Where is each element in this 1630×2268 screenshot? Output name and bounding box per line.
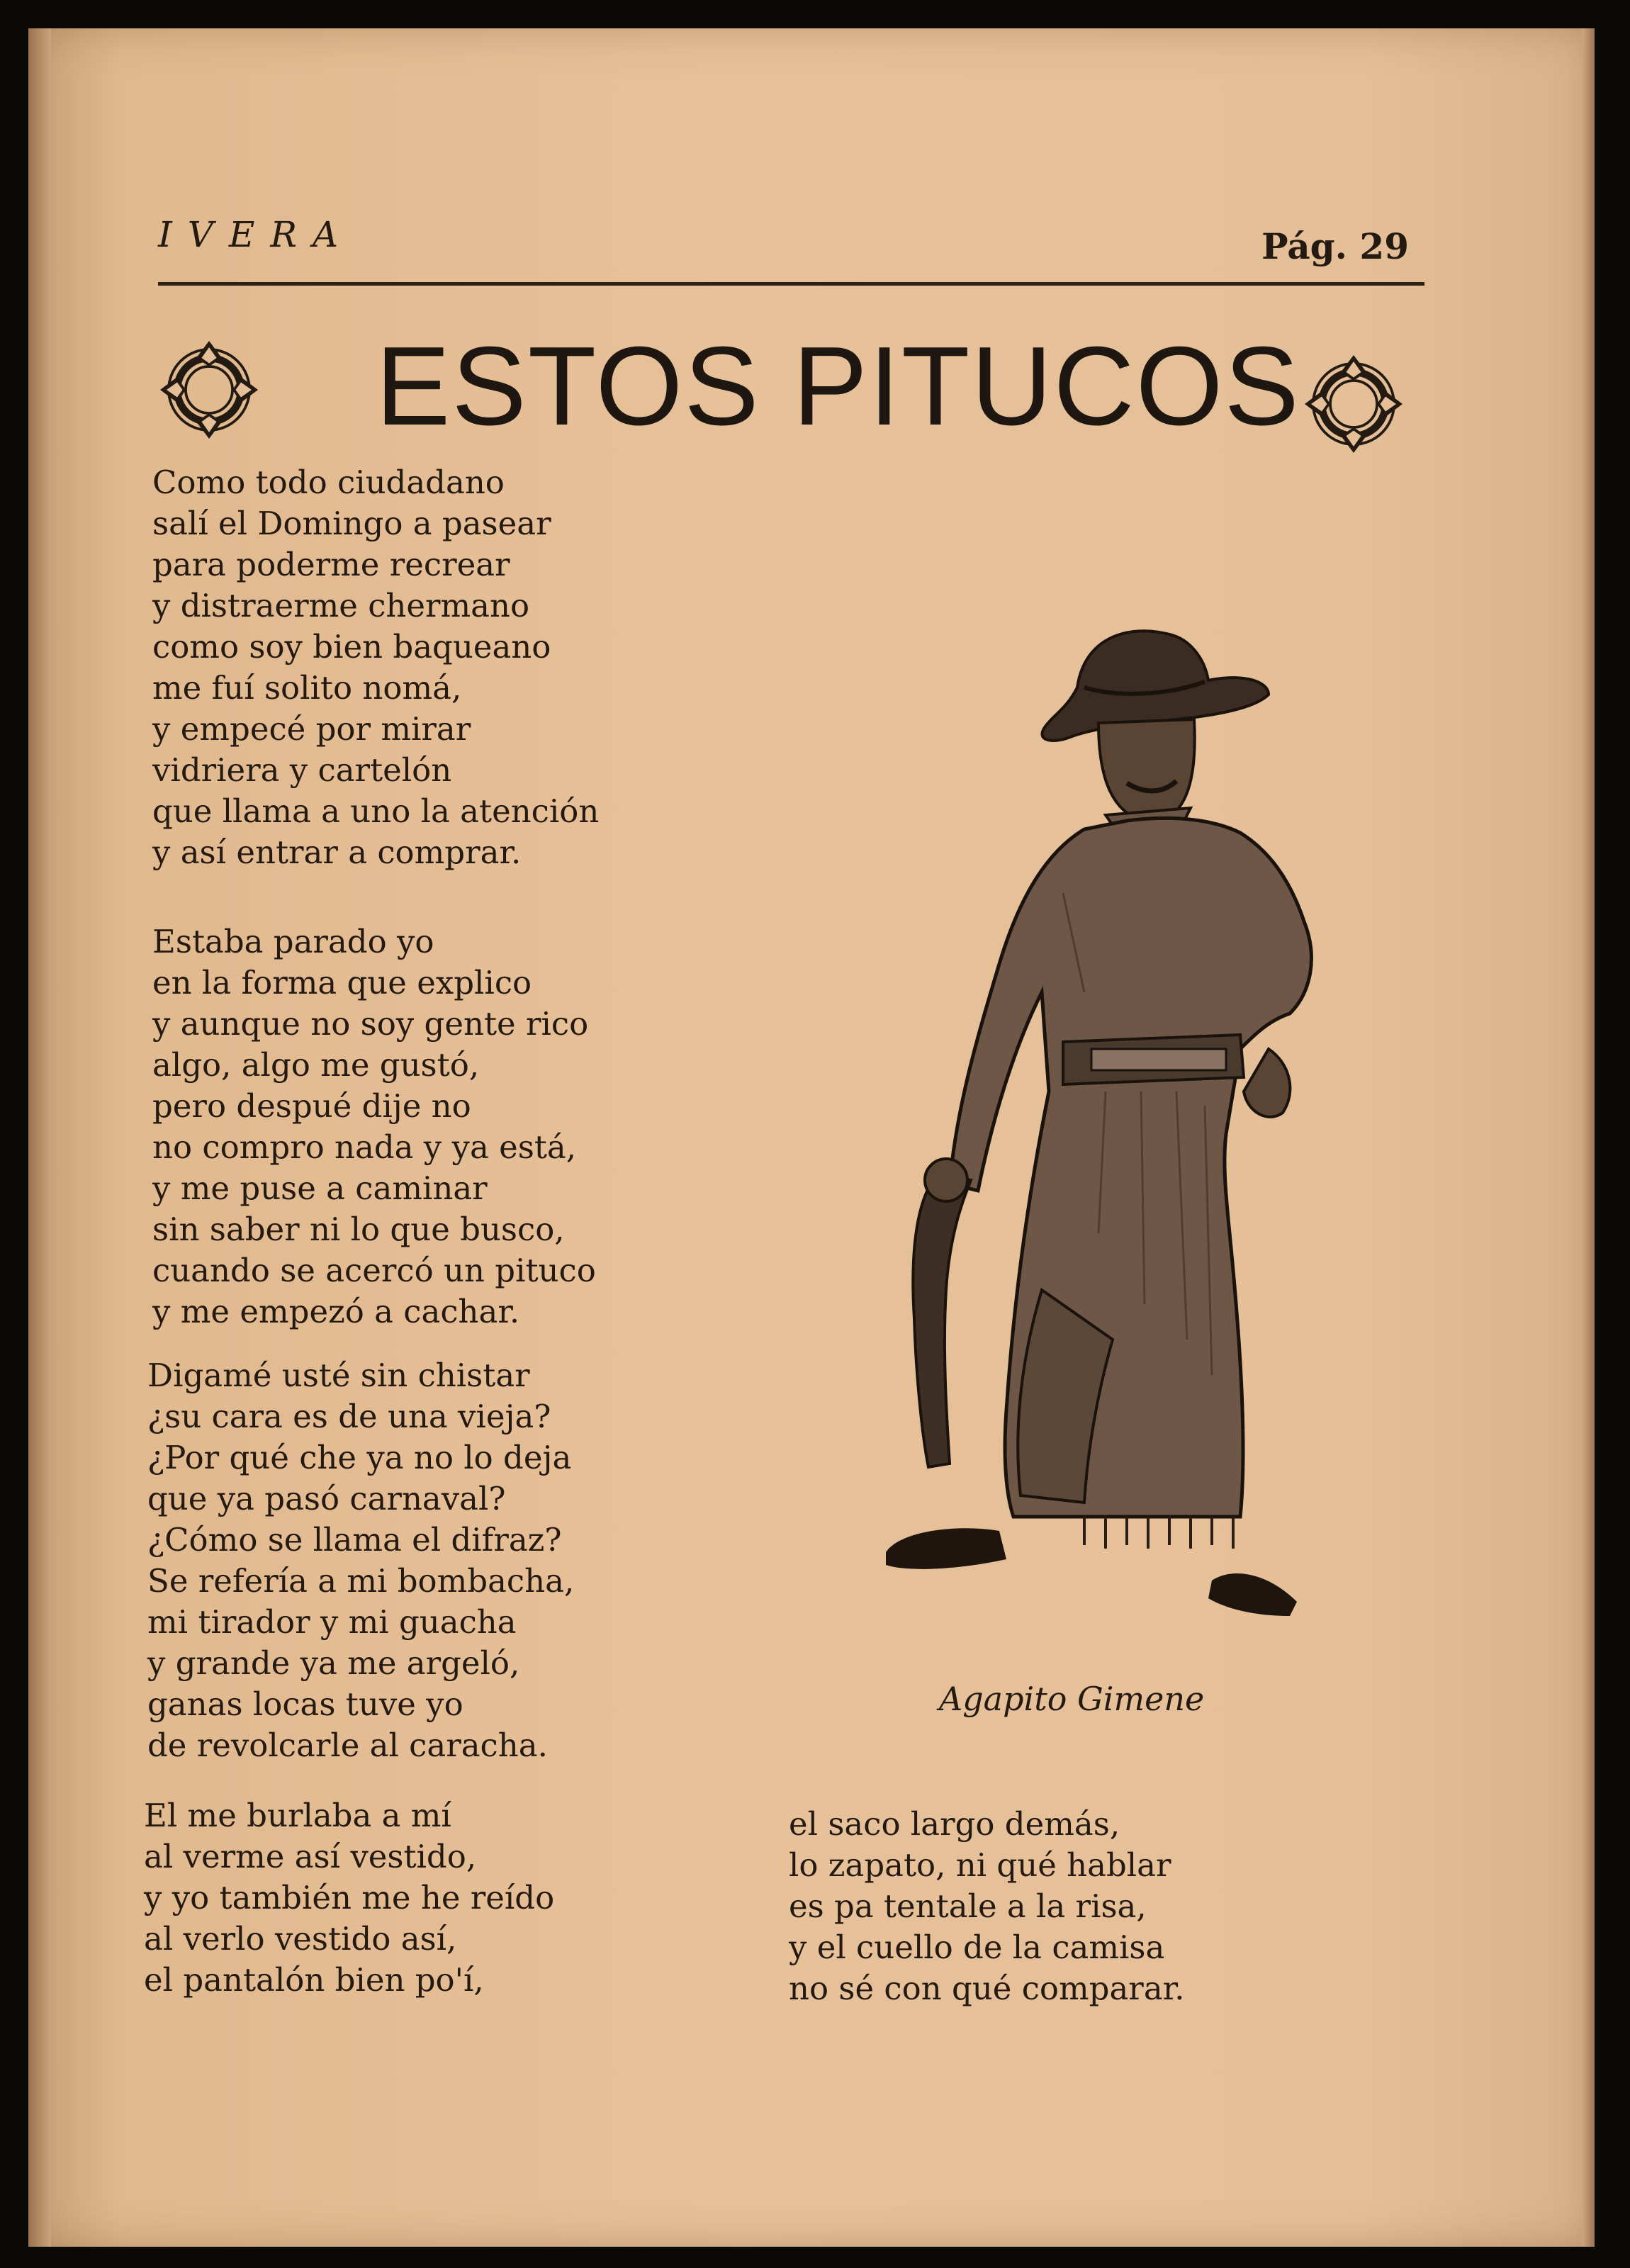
- verse-line: al verme así vestido,: [144, 1838, 477, 1875]
- verse-line: mi tirador y mi guacha: [147, 1603, 517, 1641]
- verse-line: y aunque no soy gente rico: [152, 1005, 589, 1043]
- page-title: ESTOS PITUCOS: [376, 324, 1300, 449]
- verse-line: como soy bien baqueano: [152, 628, 551, 666]
- verse-line: cuando se acercó un pituco: [152, 1252, 596, 1289]
- verse-line: el pantalón bien po'í,: [144, 1961, 484, 1999]
- illustration-caption: Agapito Gimene: [939, 1680, 1205, 1718]
- verse-line: no compro nada y ya está,: [152, 1128, 577, 1166]
- celtic-knot-ornament-icon: [1300, 351, 1407, 457]
- running-head: IVERA: [158, 214, 354, 255]
- verse-line: y me empezó a cachar.: [152, 1293, 520, 1330]
- verse-line: ¿su cara es de una vieja?: [147, 1398, 551, 1435]
- stanza-4: [144, 1795, 554, 2001]
- page-edge: [1582, 28, 1595, 2247]
- verse-line: el saco largo demás,: [789, 1805, 1120, 1843]
- verse-line: ¿Cómo se llama el difraz?: [147, 1521, 562, 1559]
- verse-line: pero despué dije no: [152, 1087, 471, 1125]
- verse-line: y me puse a caminar: [152, 1169, 488, 1207]
- verse-line: lo zapato, ni qué hablar: [789, 1846, 1171, 1884]
- verse-line: y yo también me he reído: [144, 1879, 555, 1916]
- verse-line: me fuí solito nomá,: [152, 669, 462, 707]
- verse-line: al verlo vestido así,: [144, 1920, 457, 1958]
- verse-line: es pa tentale a la risa,: [789, 1887, 1147, 1925]
- stanza-5: [789, 1804, 1185, 2009]
- stanza-3: [147, 1355, 574, 1766]
- celtic-knot-ornament-icon: [156, 337, 262, 443]
- binding-edge: [28, 28, 51, 2247]
- verse-line: sin saber ni lo que busco,: [152, 1211, 565, 1248]
- verse-line: ¿Por qué che ya no lo deja: [147, 1439, 572, 1476]
- header-rule: [158, 282, 1424, 286]
- verse-line: y grande ya me argeló,: [147, 1644, 520, 1682]
- verse-line: Se refería a mi bombacha,: [147, 1562, 575, 1600]
- page-number: Pág. 29: [1261, 225, 1410, 267]
- verse-line: no sé con qué comparar.: [789, 1970, 1185, 2007]
- verse-line: de revolcarle al caracha.: [147, 1727, 548, 1764]
- verse-line: en la forma que explico: [152, 964, 532, 1001]
- verse-line: y así entrar a comprar.: [152, 833, 522, 871]
- verse-line: algo, algo me gustó,: [152, 1046, 480, 1084]
- verse-line: ganas locas tuve yo: [147, 1685, 463, 1723]
- verse-line: que llama a uno la atención: [152, 792, 600, 830]
- verse-line: Estaba parado yo: [152, 923, 434, 960]
- verse-line: vidriera y cartelón: [152, 751, 452, 789]
- verse-line: y distraerme chermano: [152, 587, 530, 624]
- verse-line: salí el Domingo a pasear: [152, 505, 551, 542]
- stanza-1: [152, 462, 599, 873]
- verse-line: Digamé usté sin chistar: [147, 1357, 530, 1394]
- stanza-2: [152, 921, 596, 1332]
- magazine-page: [28, 28, 1595, 2247]
- verse-line: y empecé por mirar: [152, 710, 471, 748]
- verse-line: que ya pasó carnaval?: [147, 1480, 506, 1517]
- verse-line: para poderme recrear: [152, 546, 510, 583]
- gaucho-illustration: [872, 595, 1410, 1673]
- verse-line: Como todo ciudadano: [152, 464, 505, 501]
- verse-line: El me burlaba a mí: [144, 1797, 451, 1834]
- verse-line: y el cuello de la camisa: [789, 1929, 1165, 1966]
